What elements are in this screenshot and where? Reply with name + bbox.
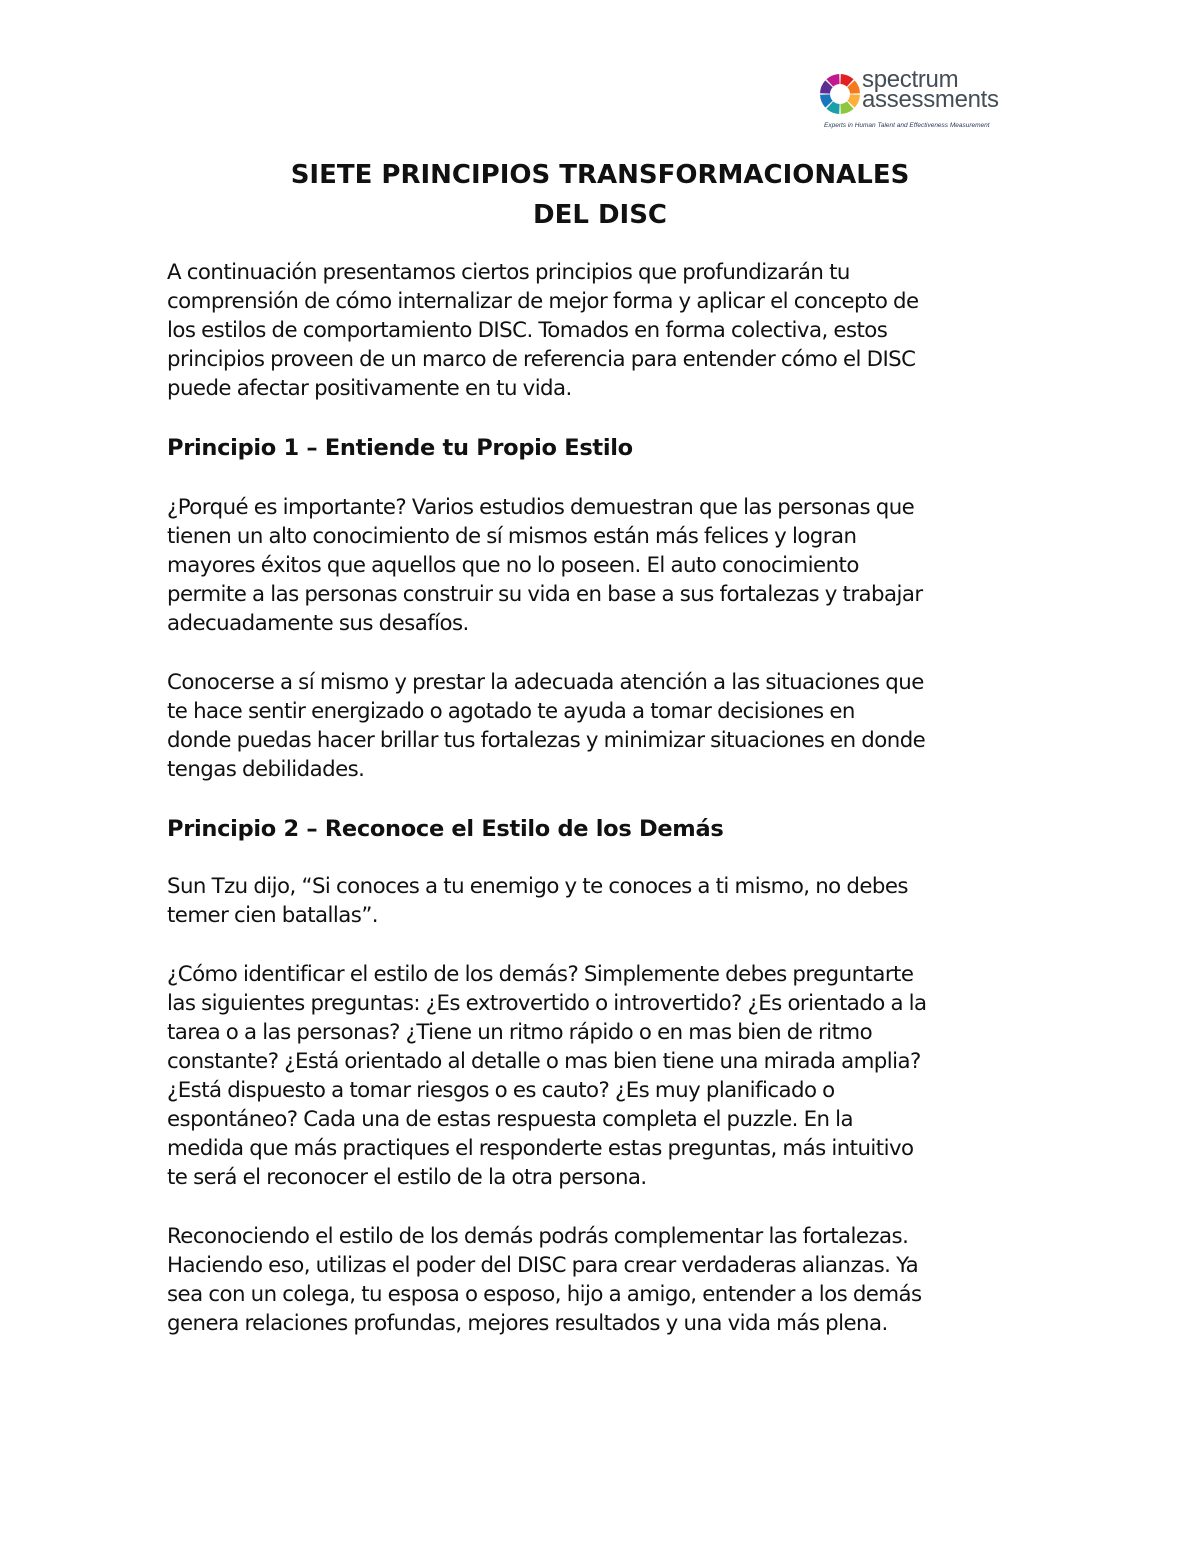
- text-line: Reconociendo el estilo de los demás podrás complementar las fortalezas.: [167, 1224, 909, 1249]
- text-line: constante? ¿Está orientado al detalle o mas bien tiene una mirada amplia?: [167, 1049, 921, 1074]
- text-line: Conocerse a sí mismo y prestar la adecuada atención a las situaciones que: [167, 670, 924, 695]
- logo-brand-line1: spectrum: [862, 66, 959, 93]
- text-line: medida que más practiques el responderte estas preguntas, más intuitivo: [167, 1136, 914, 1161]
- text-line: Sun Tzu dijo, “Si conoces a tu enemigo y te conoces a ti mismo, no debes: [167, 874, 908, 899]
- text-line: permite a las personas construir su vida en base a sus fortalezas y trabajar: [167, 582, 923, 607]
- document-title: [0, 155, 1200, 235]
- principle-1-paragraph-2: [167, 668, 1047, 784]
- principle-2-paragraph-2: [167, 960, 1047, 1192]
- text-line: tarea o a las personas? ¿Tiene un ritmo rápido o en mas bien de ritmo: [167, 1020, 873, 1045]
- text-line: tengas debilidades.: [167, 757, 365, 782]
- intro-paragraph: [167, 258, 1047, 403]
- spectrum-ring-icon: [818, 72, 862, 116]
- principle-2-heading: Principio 2 – Reconoce el Estilo de los Demás: [167, 816, 724, 842]
- principle-1-paragraph-1: [167, 493, 1047, 638]
- principle-2-paragraph-3: [167, 1222, 1047, 1338]
- company-logo: [818, 66, 1018, 134]
- text-line: ¿Porqué es importante? Varios estudios demuestran que las personas que: [167, 495, 915, 520]
- logo-brand-name: [862, 66, 999, 113]
- text-line: adecuadamente sus desafíos.: [167, 611, 469, 636]
- text-line: donde puedas hacer brillar tus fortalezas y minimizar situaciones en donde: [167, 728, 926, 753]
- text-line: espontáneo? Cada una de estas respuesta completa el puzzle. En la: [167, 1107, 854, 1132]
- document-body: [167, 258, 1047, 1338]
- text-line: te será el reconocer el estilo de la otra persona.: [167, 1165, 647, 1190]
- text-line: los estilos de comportamiento DISC. Tomados en forma colectiva, estos: [167, 318, 888, 343]
- text-line: comprensión de cómo internalizar de mejor forma y aplicar el concepto de: [167, 289, 919, 314]
- text-line: temer cien batallas”.: [167, 903, 379, 928]
- logo-brand-line2: assessments: [862, 86, 999, 113]
- principle-2-paragraph-1: [167, 872, 1047, 930]
- text-line: ¿Cómo identificar el estilo de los demás? Simplemente debes preguntarte: [167, 962, 914, 987]
- text-line: tienen un alto conocimiento de sí mismos están más felices y logran: [167, 524, 857, 549]
- title-line-2: DEL DISC: [532, 200, 668, 230]
- text-line: las siguientes preguntas: ¿Es extrovertido o introvertido? ¿Es orientado a la: [167, 991, 927, 1016]
- principle-1-heading: Principio 1 – Entiende tu Propio Estilo: [167, 435, 633, 461]
- text-line: A continuación presentamos ciertos principios que profundizarán tu: [167, 260, 850, 285]
- text-line: mayores éxitos que aquellos que no lo poseen. El auto conocimiento: [167, 553, 859, 578]
- text-line: puede afectar positivamente en tu vida.: [167, 376, 572, 401]
- text-line: ¿Está dispuesto a tomar riesgos o es cauto? ¿Es muy planificado o: [167, 1078, 835, 1103]
- text-line: genera relaciones profundas, mejores resultados y una vida más plena.: [167, 1311, 888, 1336]
- text-line: principios proveen de un marco de referencia para entender cómo el DISC: [167, 347, 916, 372]
- text-line: Haciendo eso, utilizas el poder del DISC para crear verdaderas alianzas. Ya: [167, 1253, 919, 1278]
- logo-tagline: Experts in Human Talent and Effectiveness Measurement: [824, 122, 990, 129]
- title-line-1: SIETE PRINCIPIOS TRANSFORMACIONALES: [290, 160, 910, 190]
- text-line: sea con un colega, tu esposa o esposo, hijo a amigo, entender a los demás: [167, 1282, 922, 1307]
- text-line: te hace sentir energizado o agotado te ayuda a tomar decisiones en: [167, 699, 855, 724]
